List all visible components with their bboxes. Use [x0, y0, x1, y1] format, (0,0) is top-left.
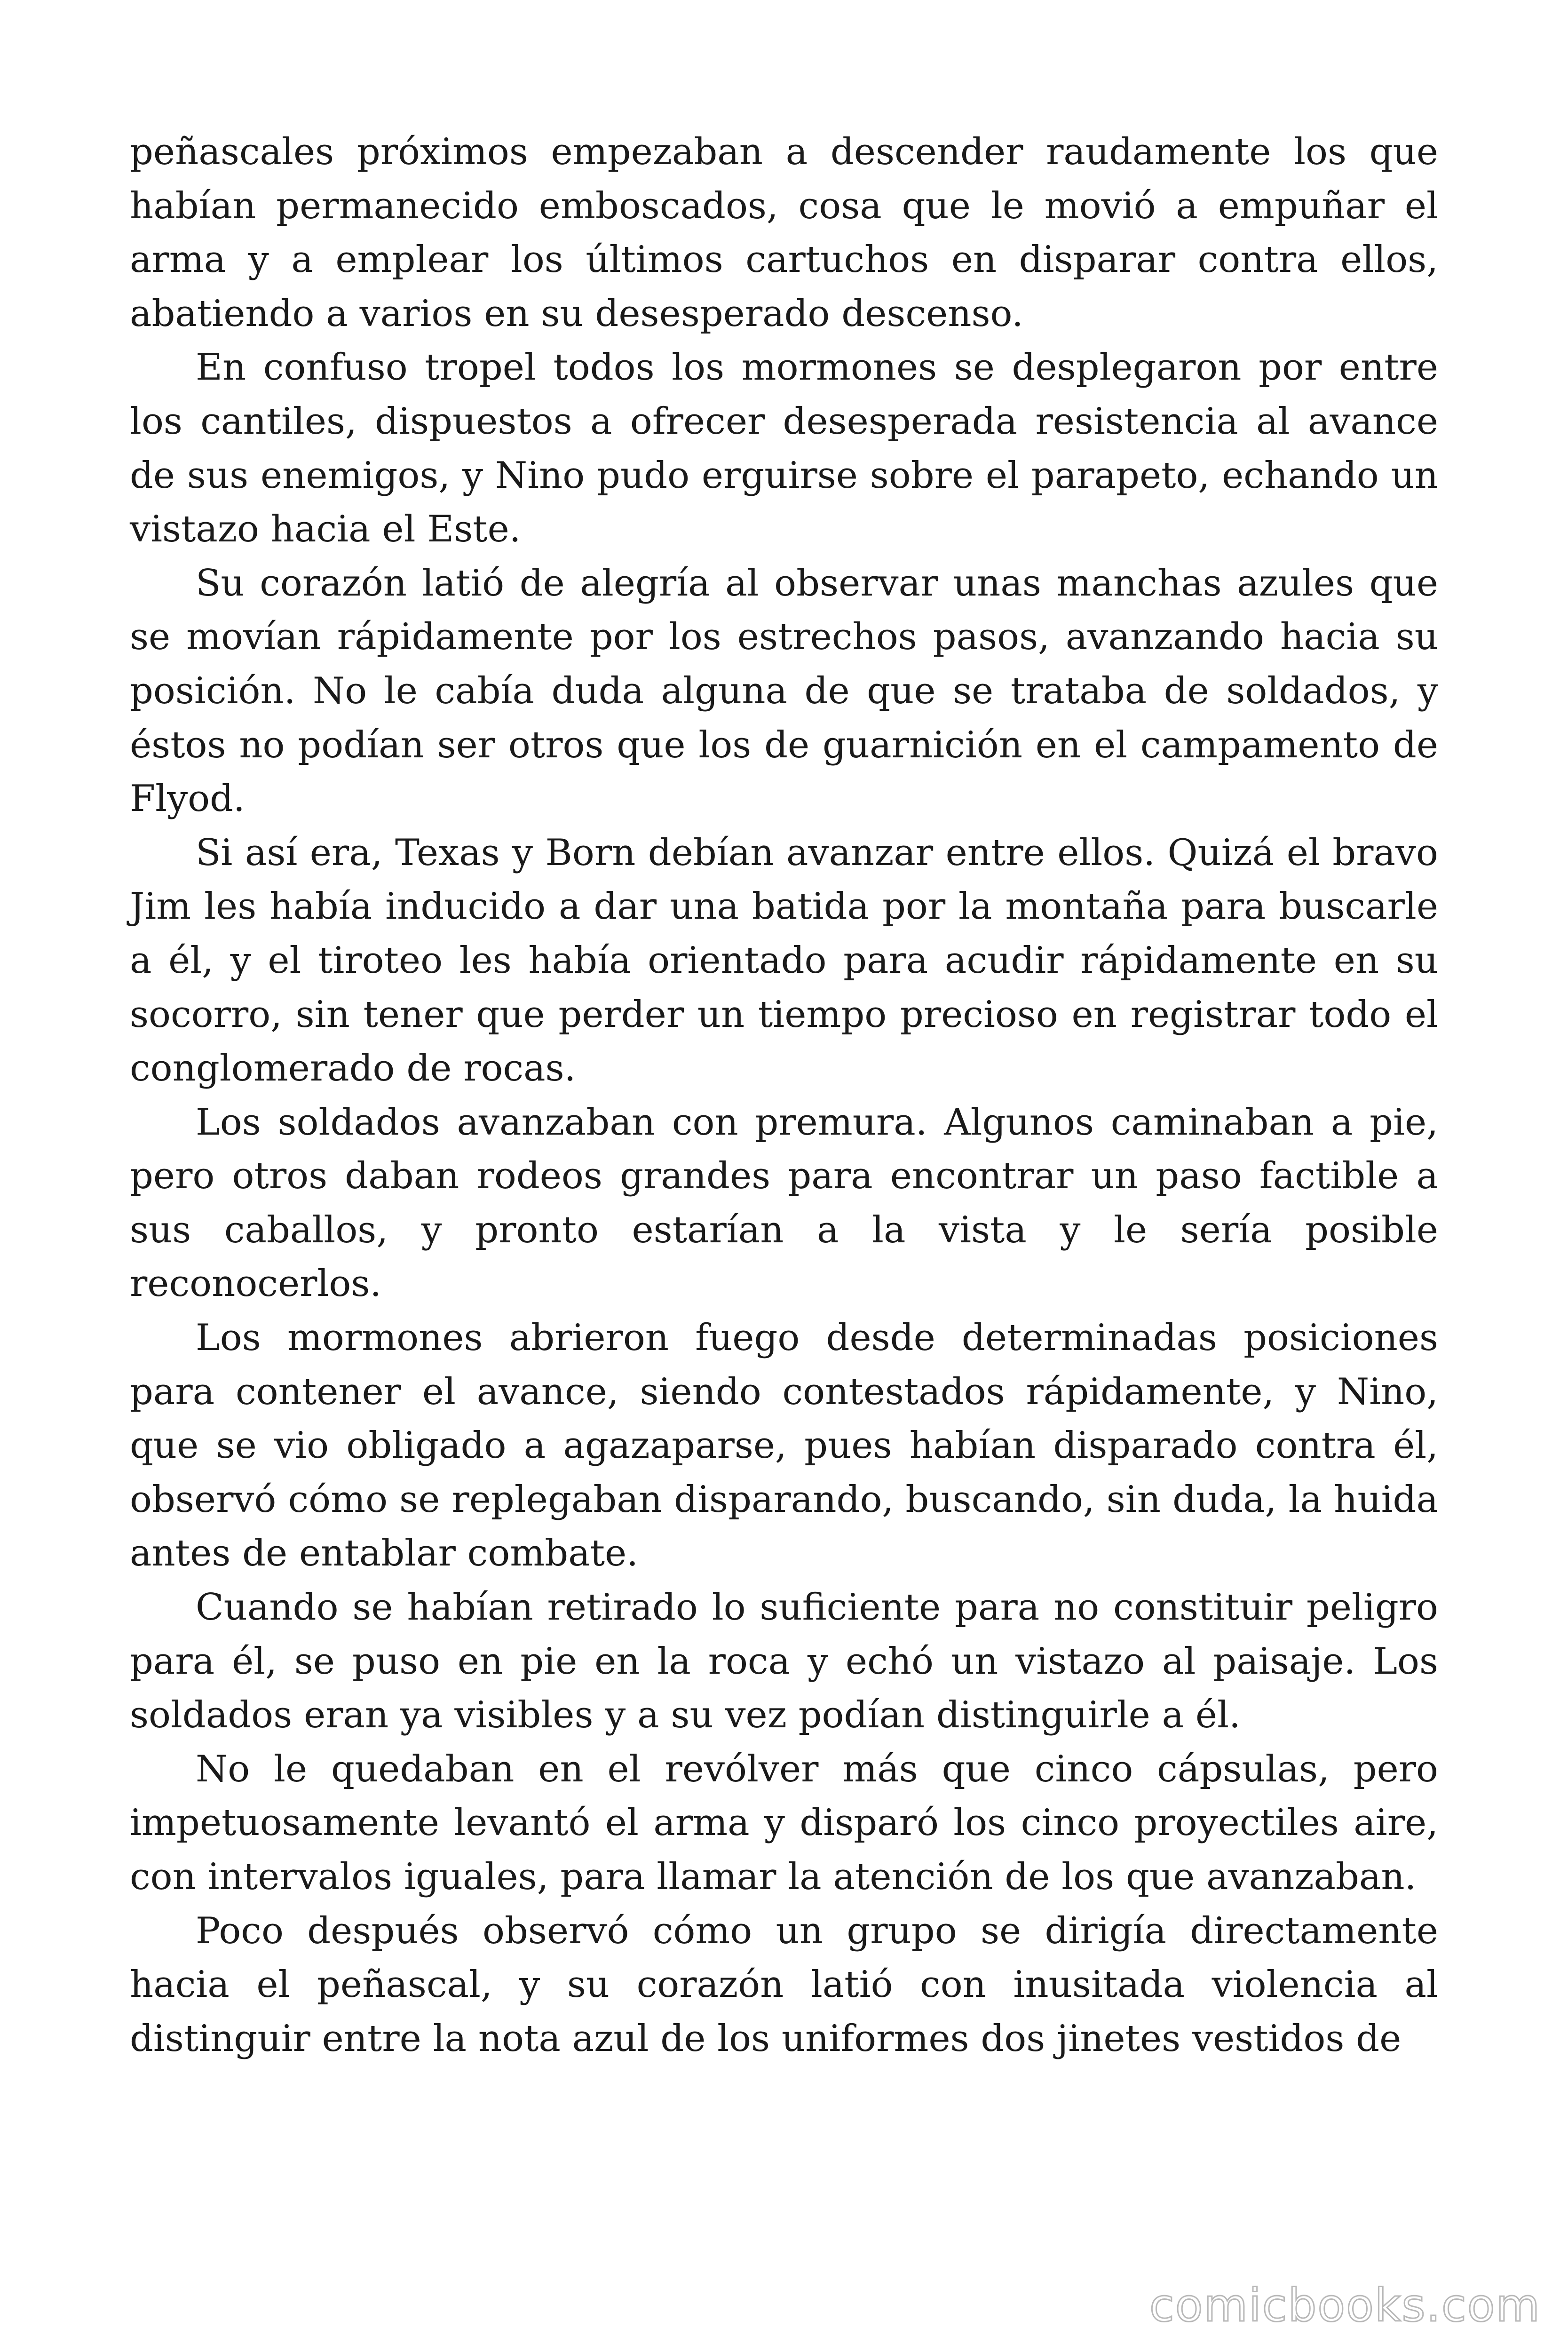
paragraph-6: Los mormones abrieron fuego desde determinadas posiciones para contener el avance, siendo contestados rápidamente, y Nino, que se vio obligado a agazaparse, pues habían disparado contra él, observó cómo se replegaban disparando, buscando, sin duda, la huida antes de entablar combate.	[130, 1317, 1438, 1575]
page-body	[130, 125, 1438, 2218]
paragraph-2: En confuso tropel todos los mormones se desplegaron por entre los cantiles, dispuestos a ofrecer desesperada resistencia al avance de sus enemigos, y Nino pudo erguirse sobre el parapeto, echando un vistazo hacia el Este.	[130, 346, 1438, 551]
paragraph-1: peñascales próximos empezaban a descender raudamente los que habían permanecido emboscados, cosa que le movió a empuñar el arma y a emplear los últimos cartuchos en disparar contra ellos, abatiendo a varios en su desesperado descenso.	[130, 131, 1438, 335]
paragraph-4: Si así era, Texas y Born debían avanzar entre ellos. Quizá el bravo Jim les había inducido a dar una batida por la montaña para buscarle a él, y el tiroteo les había orientado para acudir rápidamente en su socorro, sin tener que perder un tiempo precioso en registrar todo el conglomerado de rocas.	[130, 831, 1438, 1090]
paragraph-7: Cuando se habían retirado lo suficiente para no constituir peligro para él, se puso en pie en la roca y echó un vistazo al paisaje. Los soldados eran ya visibles y a su vez podían distinguirle a él.	[130, 1586, 1438, 1737]
watermark-text: comicbooks.com	[1149, 2279, 1541, 2332]
paragraph-3: Su corazón latió de alegría al observar unas manchas azules que se movían rápidamente por los estrechos pasos, avanzando hacia su posición. No le cabía duda alguna de que se trataba de soldados, y éstos no podían ser otros que los de guarnición en el campamento de Flyod.	[130, 562, 1438, 820]
paragraph-8: No le quedaban en el revólver más que cinco cápsulas, pero impetuosamente levantó el arma y disparó los cinco proyectiles aire, con intervalos iguales, para llamar la atención de los que avanzaban.	[130, 1748, 1438, 1898]
paragraph-5: Los soldados avanzaban con premura. Algunos caminaban a pie, pero otros daban rodeos grandes para encontrar un paso factible a sus caballos, y pronto estarían a la vista y le sería posible reconocerlos.	[130, 1101, 1438, 1305]
paragraph-9: Poco después observó cómo un grupo se dirigía directamente hacia el peñascal, y su corazón latió con inusitada violencia al distinguir entre la nota azul de los uniformes dos jinetes vestidos de	[130, 1909, 1438, 2060]
